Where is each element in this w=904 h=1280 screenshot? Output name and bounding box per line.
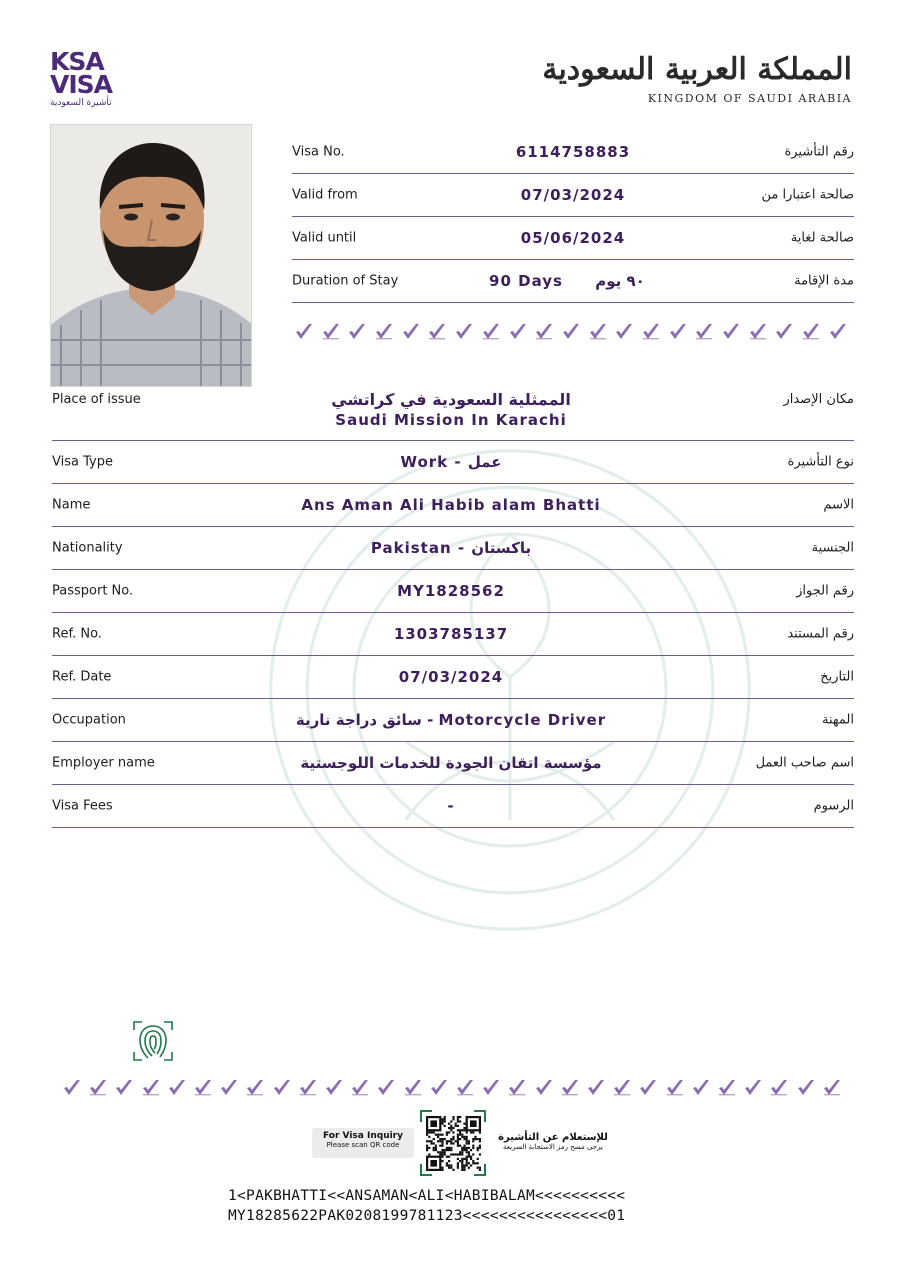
check-mark-icon xyxy=(665,1078,685,1098)
check-mark-icon xyxy=(822,1078,842,1098)
check-mark-icon xyxy=(427,322,447,342)
nationality-label-ar: الجنسية xyxy=(811,540,854,556)
employer-name-label: Employer name xyxy=(52,755,155,771)
check-mark-icon xyxy=(769,1078,789,1098)
duration-label: Duration of Stay xyxy=(292,273,399,289)
mrz-line-2: MY18285622PAK0208199781123<<<<<<<<<<<<<<<<01 xyxy=(228,1208,626,1224)
check-mark-icon xyxy=(455,1078,475,1098)
visa-fees-row xyxy=(52,785,854,828)
employer-name-label-ar: اسم صاحب العمل xyxy=(755,755,854,771)
valid-from-label-ar: صالحة اعتبارا من xyxy=(761,187,854,203)
check-mark-icon xyxy=(294,322,314,342)
ref-number-value: 1303785137 xyxy=(393,625,509,643)
passport-number-label: Passport No. xyxy=(52,583,134,599)
check-mark-icon xyxy=(481,322,501,342)
nationality-value: Pakistan - باكستان xyxy=(370,539,532,557)
nationality-row xyxy=(52,527,854,570)
check-mark-icon xyxy=(401,322,421,342)
valid-until-value: 05/06/2024 xyxy=(520,229,626,247)
check-mark-icon xyxy=(614,322,634,342)
occupation-label-ar: المهنة xyxy=(822,712,854,728)
check-mark-icon xyxy=(796,1078,816,1098)
check-mark-icon xyxy=(272,1078,292,1098)
check-mark-icon xyxy=(167,1078,187,1098)
visa-fees-label: Visa Fees xyxy=(52,798,113,814)
check-mark-icon xyxy=(481,1078,501,1098)
check-mark-icon xyxy=(641,322,661,342)
check-mark-icon xyxy=(114,1078,134,1098)
visa-type-label-ar: نوع التأشيرة xyxy=(787,454,854,470)
occupation-row xyxy=(52,699,854,742)
visa-number-label-ar: رقم التأشيرة xyxy=(784,144,854,160)
employer-name-row xyxy=(52,742,854,785)
place-of-issue-label-ar: مكان الإصدار xyxy=(783,392,854,407)
holder-photo xyxy=(50,124,252,387)
visa-number-value: 6114758883 xyxy=(515,143,631,161)
name-label: Name xyxy=(52,497,91,513)
ref-number-label-ar: رقم المستند xyxy=(787,626,854,642)
ref-date-label-ar: التاريخ xyxy=(820,669,854,685)
valid-from-value: 07/03/2024 xyxy=(520,186,626,204)
check-mark-icon xyxy=(534,322,554,342)
valid-until-row xyxy=(292,217,854,260)
duration-value-ar: ٩٠ يوم xyxy=(595,272,645,290)
visa-fees-label-ar: الرسوم xyxy=(813,798,854,814)
check-mark-icon xyxy=(376,1078,396,1098)
check-mark-icon xyxy=(801,322,821,342)
place-of-issue-value-ar: الممثلية السعودية في كراتشي xyxy=(331,390,571,409)
visa-inquiry-panel xyxy=(312,1110,612,1176)
inquiry-title-ar: للإستعلام عن التأشيرة xyxy=(498,1132,608,1143)
visa-type-label: Visa Type xyxy=(52,454,113,470)
check-mark-icon xyxy=(588,322,608,342)
check-mark-icon xyxy=(638,1078,658,1098)
employer-name-value: مؤسسة اتقان الجودة للخدمات اللوجستية xyxy=(300,754,602,772)
duration-row xyxy=(292,260,854,303)
logo-visa: VISA xyxy=(50,70,113,99)
name-value: Ans Aman Ali Habib alam Bhatti xyxy=(301,496,601,514)
check-mark-icon xyxy=(245,1078,265,1098)
visa-number-row xyxy=(292,131,854,174)
valid-until-label-ar: صالحة لغاية xyxy=(790,230,854,246)
check-mark-icon xyxy=(586,1078,606,1098)
ref-date-value: 07/03/2024 xyxy=(398,668,504,686)
inquiry-text-ar xyxy=(494,1132,612,1151)
occupation-value: سائق دراجة نارية - Motorcycle Driver xyxy=(295,711,607,729)
check-mark-icon xyxy=(141,1078,161,1098)
check-mark-icon xyxy=(374,322,394,342)
passport-number-row xyxy=(52,570,854,613)
valid-from-row xyxy=(292,174,854,217)
check-mark-icon xyxy=(743,1078,763,1098)
check-mark-icon xyxy=(694,322,714,342)
check-mark-icon xyxy=(534,1078,554,1098)
kingdom-title-en: KINGDOM OF SAUDI ARABIA xyxy=(647,92,852,105)
logo-ksa: KSA xyxy=(50,47,104,76)
place-of-issue-value-en: Saudi Mission In Karachi xyxy=(335,411,567,429)
place-of-issue-value xyxy=(331,390,571,430)
duration-label-ar: مدة الإقامة xyxy=(794,273,854,289)
occupation-label: Occupation xyxy=(52,712,126,728)
ref-number-row xyxy=(52,613,854,656)
inquiry-sub-en: Please scan QR code xyxy=(326,1141,400,1149)
check-mark-icon xyxy=(219,1078,239,1098)
check-mark-icon xyxy=(691,1078,711,1098)
check-mark-icon xyxy=(774,322,794,342)
ref-number-label: Ref. No. xyxy=(52,626,102,642)
check-mark-icon xyxy=(321,322,341,342)
name-row xyxy=(52,484,854,527)
mrz-line-1: 1<PAKBHATTI<<ANSAMAN<ALI<HABIBALAM<<<<<<<<<< xyxy=(228,1188,626,1204)
check-mark-icon xyxy=(347,322,367,342)
ref-date-row xyxy=(52,656,854,699)
check-mark-icon xyxy=(193,1078,213,1098)
visa-type-value: Work - عمل xyxy=(400,453,502,471)
duration-value-en: 90 Days xyxy=(489,272,563,290)
ksa-visa-logo xyxy=(50,47,150,112)
kingdom-title-ar: المملكة العربية السعودية xyxy=(542,52,852,87)
visa-type-row xyxy=(52,441,854,484)
inquiry-sub-ar: يرجى مسح رمز الاستجابة السريعة xyxy=(503,1143,603,1151)
check-mark-icon xyxy=(721,322,741,342)
kingdom-title xyxy=(542,48,852,105)
check-mark-icon xyxy=(62,1078,82,1098)
check-mark-icon xyxy=(403,1078,423,1098)
check-mark-icon xyxy=(612,1078,632,1098)
passport-number-label-ar: رقم الجواز xyxy=(796,583,854,599)
name-label-ar: الاسم xyxy=(823,497,854,513)
place-of-issue-row xyxy=(52,382,854,441)
qr-code[interactable] xyxy=(420,1110,486,1176)
check-mark-icon xyxy=(748,322,768,342)
check-mark-icon xyxy=(668,322,688,342)
nationality-label: Nationality xyxy=(52,540,123,556)
visa-number-label: Visa No. xyxy=(292,144,345,160)
check-strip-top xyxy=(294,322,848,342)
logo-subtitle: تأشيرة السعودية xyxy=(50,98,112,108)
valid-until-label: Valid until xyxy=(292,230,357,246)
check-mark-icon xyxy=(429,1078,449,1098)
check-mark-icon xyxy=(324,1078,344,1098)
valid-from-label: Valid from xyxy=(292,187,358,203)
check-mark-icon xyxy=(350,1078,370,1098)
inquiry-title-en: For Visa Inquiry xyxy=(323,1131,403,1141)
check-mark-icon xyxy=(560,1078,580,1098)
check-strip-bottom xyxy=(62,1078,842,1098)
check-mark-icon xyxy=(828,322,848,342)
place-of-issue-label: Place of issue xyxy=(52,392,141,407)
check-mark-icon xyxy=(717,1078,737,1098)
check-mark-icon xyxy=(454,322,474,342)
fingerprint-icon xyxy=(130,1018,176,1064)
visa-fees-value: - xyxy=(447,797,455,815)
inquiry-text-en xyxy=(312,1128,414,1158)
ref-date-label: Ref. Date xyxy=(52,669,112,685)
check-mark-icon xyxy=(88,1078,108,1098)
check-mark-icon xyxy=(508,322,528,342)
check-mark-icon xyxy=(561,322,581,342)
passport-number-value: MY1828562 xyxy=(397,582,505,600)
check-mark-icon xyxy=(298,1078,318,1098)
check-mark-icon xyxy=(507,1078,527,1098)
